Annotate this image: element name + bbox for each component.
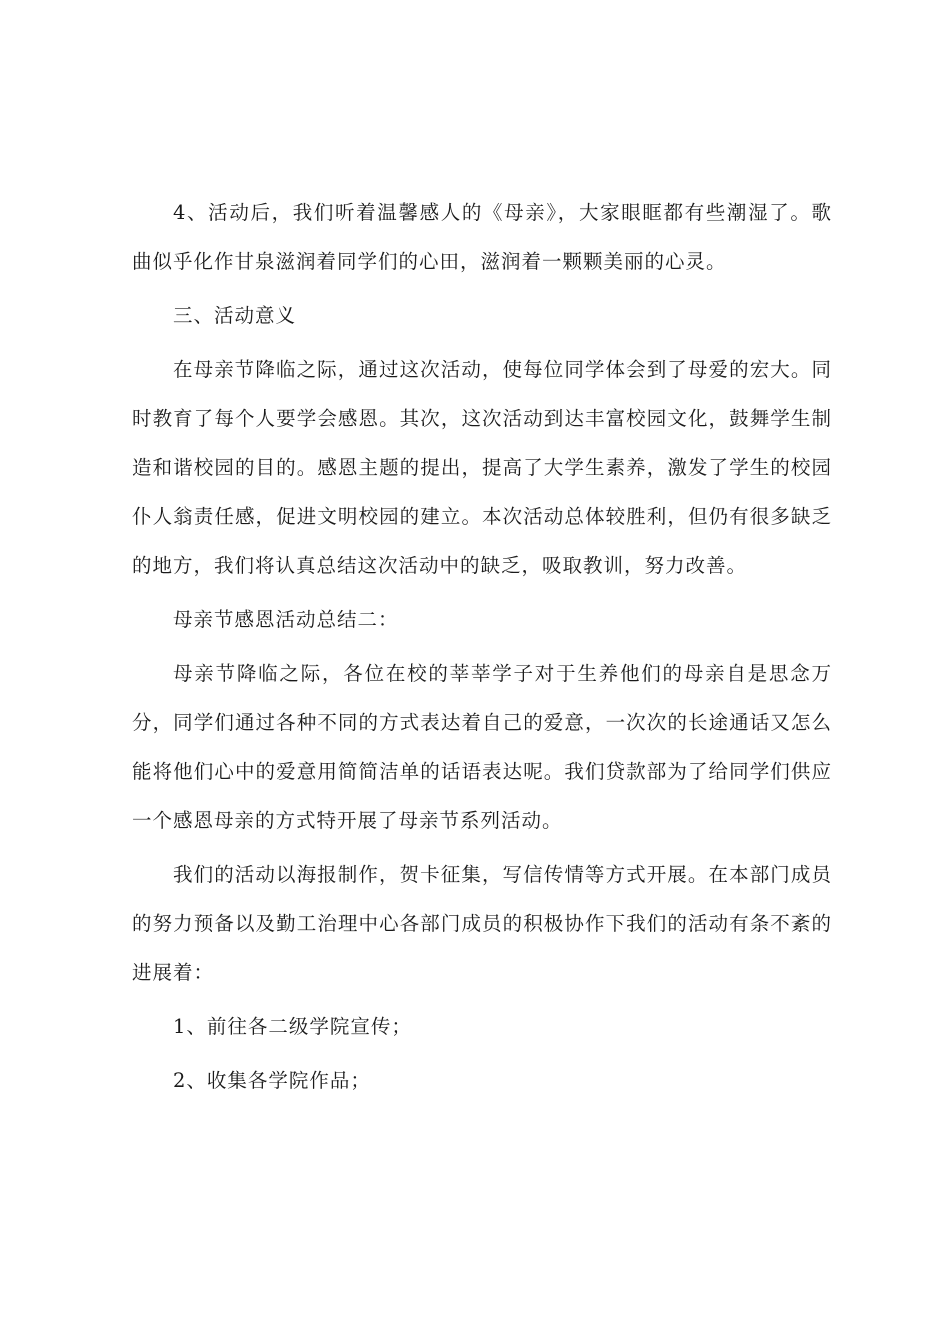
paragraph-significance: 在母亲节降临之际，通过这次活动，使每位同学体会到了母爱的宏大。同时教育了每个人要学会感恩。其次，这次活动到达丰富校园文化，鼓舞学生制造和谐校园的目的。感恩主题的提出，提高了大学生素养，激发了学生的校园仆人翁责任感，促进文明校园的建立。本次活动总体较胜利，但仍有很多缺乏的地方，我们将认真总结这次活动中的缺乏，吸取教训，努力改善。: [132, 358, 832, 577]
section-heading-significance: 三、活动意义: [173, 304, 297, 327]
document-body: [132, 188, 832, 1105]
paragraph-activity-after: 4、活动后，我们听着温馨感人的《母亲》，大家眼眶都有些潮湿了。歌曲似乎化作甘泉滋润着同学们的心田，滋润着一颗颗美丽的心灵。: [132, 201, 832, 273]
paragraph-activity-methods: 我们的活动以海报制作，贺卡征集，写信传情等方式开展。在本部门成员的努力预备以及勤工治理中心各部门成员的积极协作下我们的活动有条不紊的进展着：: [132, 863, 832, 984]
list-item-promotion: 1、前往各二级学院宣传；: [173, 1015, 412, 1038]
section-heading-summary-two: 母亲节感恩活动总结二：: [173, 608, 399, 631]
paragraph-mothers-day-intro: 母亲节降临之际，各位在校的莘莘学子对于生养他们的母亲自是思念万分，同学们通过各种不同的方式表达着自己的爱意，一次次的长途通话又怎么能将他们心中的爱意用简简洁单的话语表达呢。我们贷款部为了给同学们供应一个感恩母亲的方式特开展了母亲节系列活动。: [132, 662, 832, 832]
list-item-collection: 2、收集各学院作品；: [173, 1069, 371, 1092]
